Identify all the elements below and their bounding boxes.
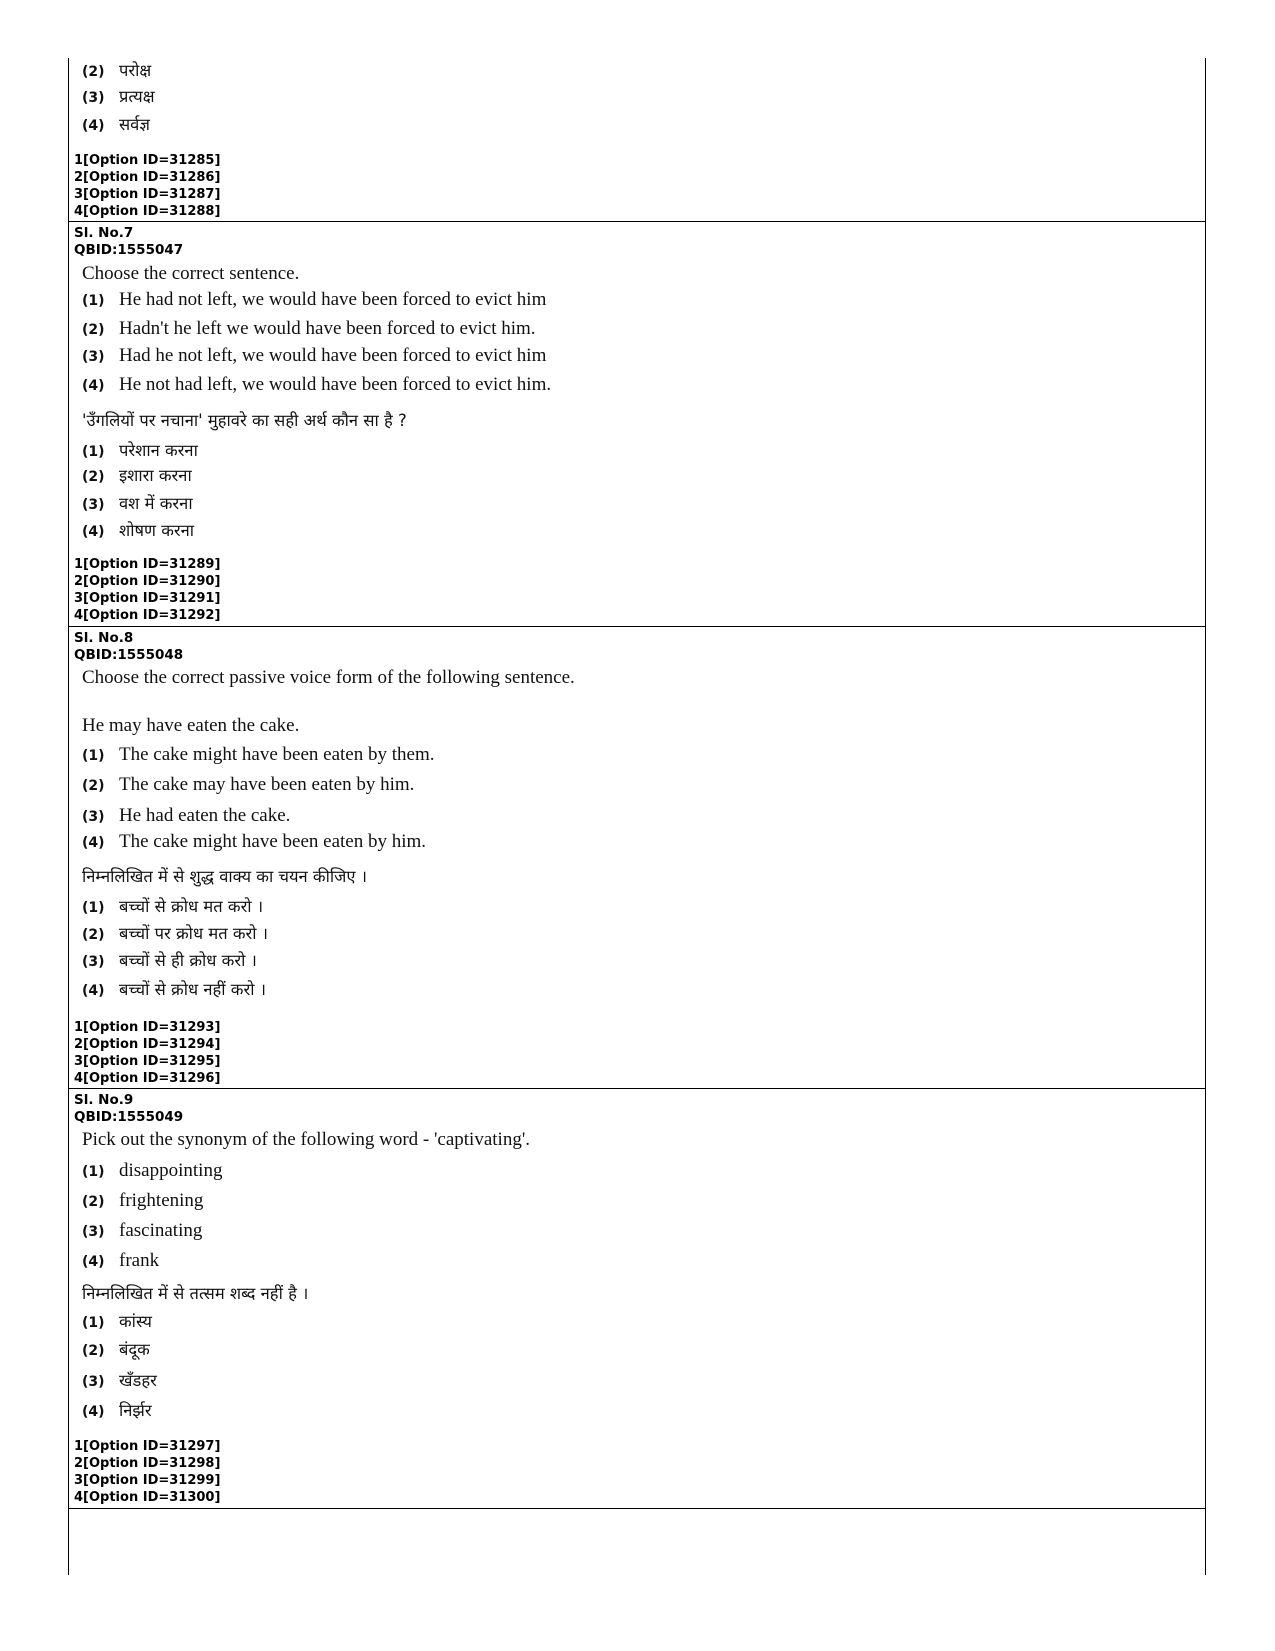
divider [69, 1508, 1205, 1509]
q6-option-4: (4) सर्वज्ञ [82, 115, 150, 134]
question-paper [68, 58, 1206, 1575]
q9-option-ids: 1[Option ID=31297] 2[Option ID=31298] 3[Option ID=31299] 4[Option ID=31300] [74, 1439, 221, 1505]
q7-option-en-4: (4) He not had left, we would have been forced to evict him. [82, 374, 552, 395]
q7-option-en-2: (2) Hadn't he left we would have been forced to evict him. [82, 318, 536, 339]
q9-serial: Sl. No.9 [74, 1092, 134, 1108]
divider [69, 1088, 1205, 1089]
q9-option-hi-2: (2) बंदूक [82, 1340, 150, 1359]
q9-question-hi: निम्नलिखित में से तत्सम शब्द नहीं है । [82, 1284, 309, 1303]
q8-serial: Sl. No.8 [74, 630, 134, 646]
q8-option-en-4: (4) The cake might have been eaten by him. [82, 831, 427, 852]
q7-option-hi-2: (2) इशारा करना [82, 466, 192, 485]
q9-option-en-1: (1) disappointing [82, 1160, 223, 1181]
q7-option-en-3: (3) Had he not left, we would have been forced to evict him [82, 345, 547, 366]
q6-option-3: (3) प्रत्यक्ष [82, 87, 155, 106]
q9-option-en-4: (4) frank [82, 1250, 160, 1271]
q8-question-en-sub: He may have eaten the cake. [82, 715, 300, 736]
q7-option-en-1: (1) He had not left, we would have been forced to evict him [82, 289, 547, 310]
q8-option-hi-2: (2) बच्चों पर क्रोध मत करो । [82, 924, 269, 943]
q6-option-2-text: परोक्ष [119, 61, 152, 80]
q6-option-2: (2) परोक्ष [82, 61, 152, 80]
q9-option-hi-4: (4) निर्झर [82, 1401, 152, 1420]
q8-option-hi-1: (1) बच्चों से क्रोध मत करो । [82, 897, 264, 916]
q8-option-en-1: (1) The cake might have been eaten by them. [82, 744, 435, 765]
q8-qbid: QBID:1555048 [74, 647, 184, 663]
q7-qbid: QBID:1555047 [74, 242, 184, 258]
q9-option-hi-1: (1) कांस्य [82, 1312, 152, 1331]
q8-question-en: Choose the correct passive voice form of the following sentence. [82, 667, 575, 688]
q6-option-3-text: प्रत्यक्ष [119, 87, 155, 106]
q7-option-ids: 1[Option ID=31289] 2[Option ID=31290] 3[Option ID=31291] 4[Option ID=31292] [74, 557, 221, 623]
q8-option-hi-4: (4) बच्चों से क्रोध नहीं करो । [82, 980, 267, 999]
q8-question-hi: निम्नलिखित में से शुद्ध वाक्य का चयन कीजिए । [82, 867, 368, 886]
q7-option-hi-3: (3) वश में करना [82, 494, 193, 513]
q7-option-hi-4: (4) शोषण करना [82, 521, 195, 540]
q7-question-hi: 'उँगलियों पर नचाना' मुहावरे का सही अर्थ कौन सा है ? [82, 411, 407, 430]
q8-option-hi-3: (3) बच्चों से ही क्रोध करो । [82, 951, 257, 970]
q7-question-en: Choose the correct sentence. [82, 263, 300, 284]
q9-question-en: Pick out the synonym of the following word - 'captivating'. [82, 1129, 531, 1150]
q6-option-ids: 1[Option ID=31285] 2[Option ID=31286] 3[Option ID=31287] 4[Option ID=31288] [74, 153, 221, 219]
q9-option-en-3: (3) fascinating [82, 1220, 203, 1241]
divider [69, 626, 1205, 627]
q7-option-hi-1: (1) परेशान करना [82, 441, 198, 460]
q9-option-hi-3: (3) खँडहर [82, 1371, 157, 1390]
q9-qbid: QBID:1555049 [74, 1109, 184, 1125]
q8-option-en-3: (3) He had eaten the cake. [82, 805, 291, 826]
q9-option-en-2: (2) frightening [82, 1190, 204, 1211]
divider [69, 221, 1205, 222]
q6-option-4-text: सर्वज्ञ [119, 115, 150, 134]
q8-option-ids: 1[Option ID=31293] 2[Option ID=31294] 3[Option ID=31295] 4[Option ID=31296] [74, 1020, 221, 1086]
q7-serial: Sl. No.7 [74, 225, 134, 241]
q8-option-en-2: (2) The cake may have been eaten by him. [82, 774, 415, 795]
